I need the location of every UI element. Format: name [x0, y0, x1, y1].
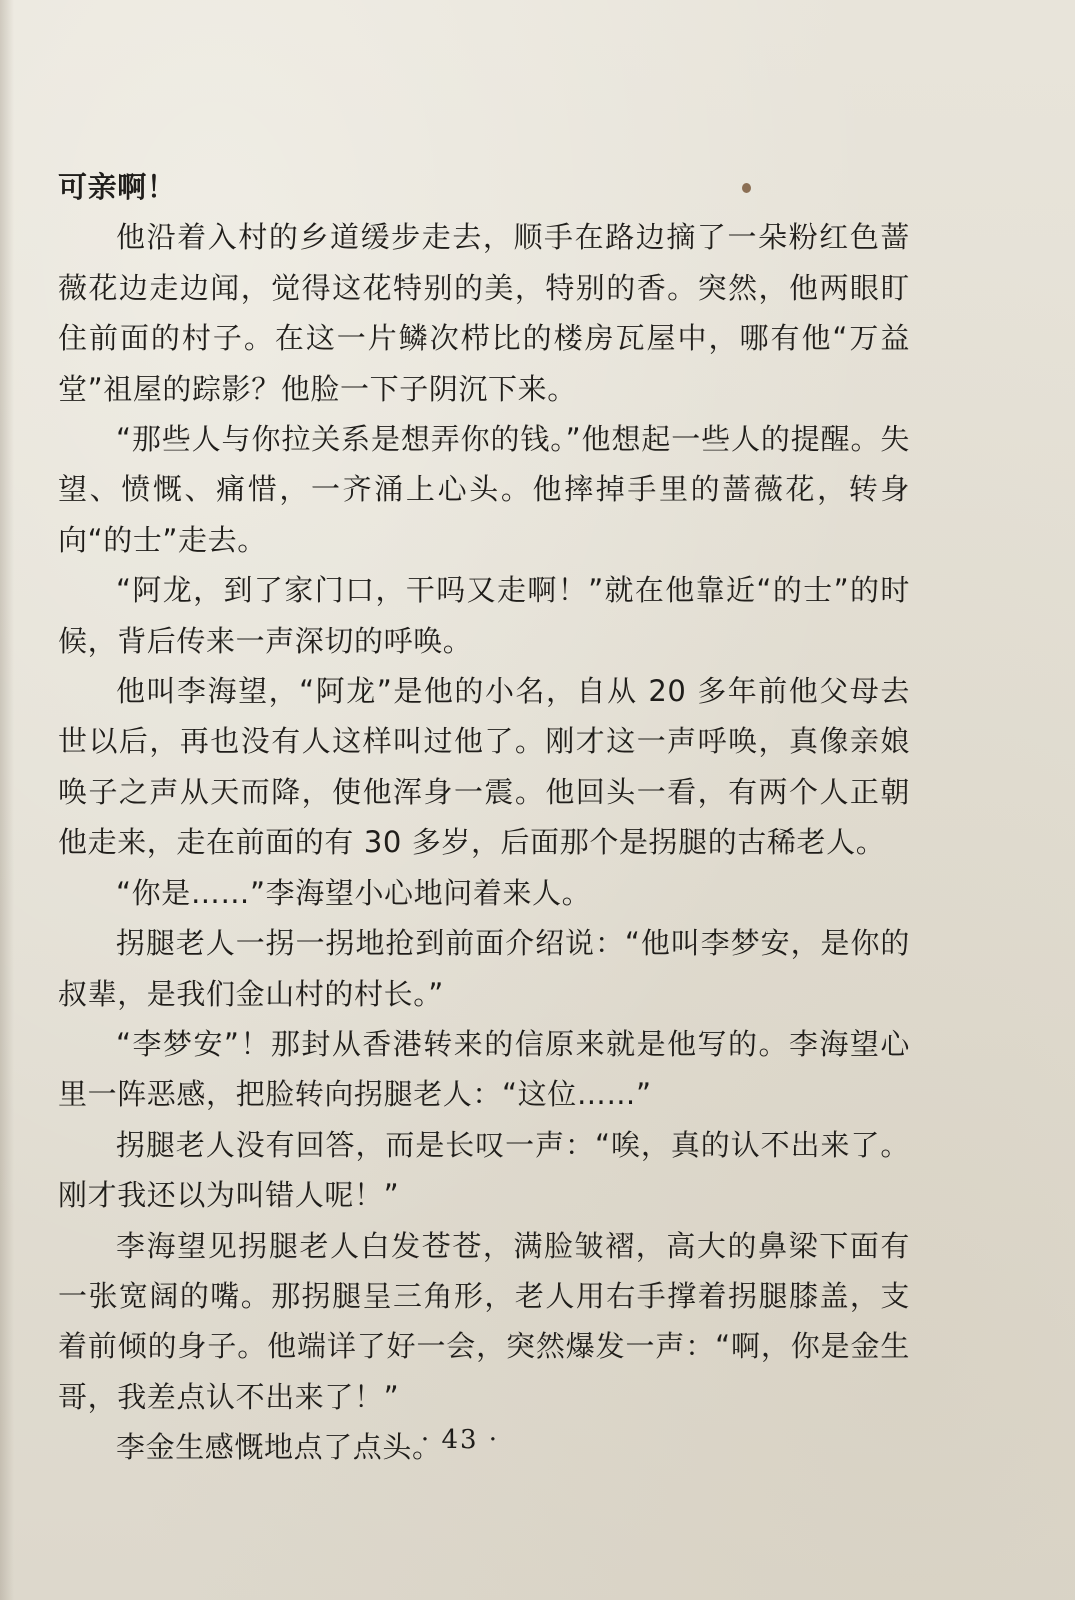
- paragraph-11: 李金生感慨地点了点头。: [116, 1430, 442, 1465]
- page-edge-shadow: [0, 0, 14, 1600]
- body-text: [58, 162, 910, 1473]
- paragraph-2: 他沿着入村的乡道缓步走去，顺手在路边摘了一朵粉红色蔷薇花边走边闻，觉得这花特别的美，特别的香。突然，他两眼盯住前面的村子。在这一片鳞次栉比的楼房瓦屋中，哪有他“万益堂”祖屋的踪影？他脸一下子阴沉下来。: [58, 220, 910, 406]
- paragraph-10: 李海望见拐腿老人白发苍苍，满脸皱褶，高大的鼻梁下面有一张宽阔的嘴。那拐腿呈三角形，老人用右手撑着拐腿膝盖，支着前倾的身子。他端详了好一会，突然爆发一声：“啊，你是金生哥，我差点认不出来了！”: [58, 1228, 910, 1414]
- paragraph-3: “那些人与你拉关系是想弄你的钱。”他想起一些人的提醒。失望、愤慨、痛惜，一齐涌上心头。他摔掉手里的蔷薇花，转身向“的士”走去。: [58, 422, 910, 557]
- paragraph-9: 拐腿老人没有回答，而是长叹一声：“唉，真的认不出来了。刚才我还以为叫错人呢！”: [58, 1127, 910, 1213]
- paragraph-6: “你是……”李海望小心地问着来人。: [116, 875, 592, 910]
- paragraph-1: 可亲啊！: [58, 170, 177, 204]
- paragraph-7: 拐腿老人一拐一拐地抢到前面介绍说：“他叫李梦安，是你的叔辈，是我们金山村的村长。”: [58, 926, 910, 1011]
- page-number: · 43 ·: [420, 1425, 500, 1455]
- paragraph-4: “阿龙，到了家门口，干吗又走啊！”就在他靠近“的士”的时候，背后传来一声深切的呼唤。: [58, 573, 910, 658]
- paragraph-5: 他叫李海望，“阿龙”是他的小名，自从 20 多年前他父母去世以后，再也没有人这样叫过他了。刚才这一声呼唤，真像亲娘唤子之声从天而降，使他浑身一震。他回头一看，有两个人正朝他走来，走在前面的有 30 多岁，后面那个是拐腿的古稀老人。: [58, 674, 910, 860]
- paragraph-8: “李梦安”！那封从香港转来的信原来就是他写的。李海望心里一阵恶感，把脸转向拐腿老人：“这位……”: [58, 1026, 910, 1112]
